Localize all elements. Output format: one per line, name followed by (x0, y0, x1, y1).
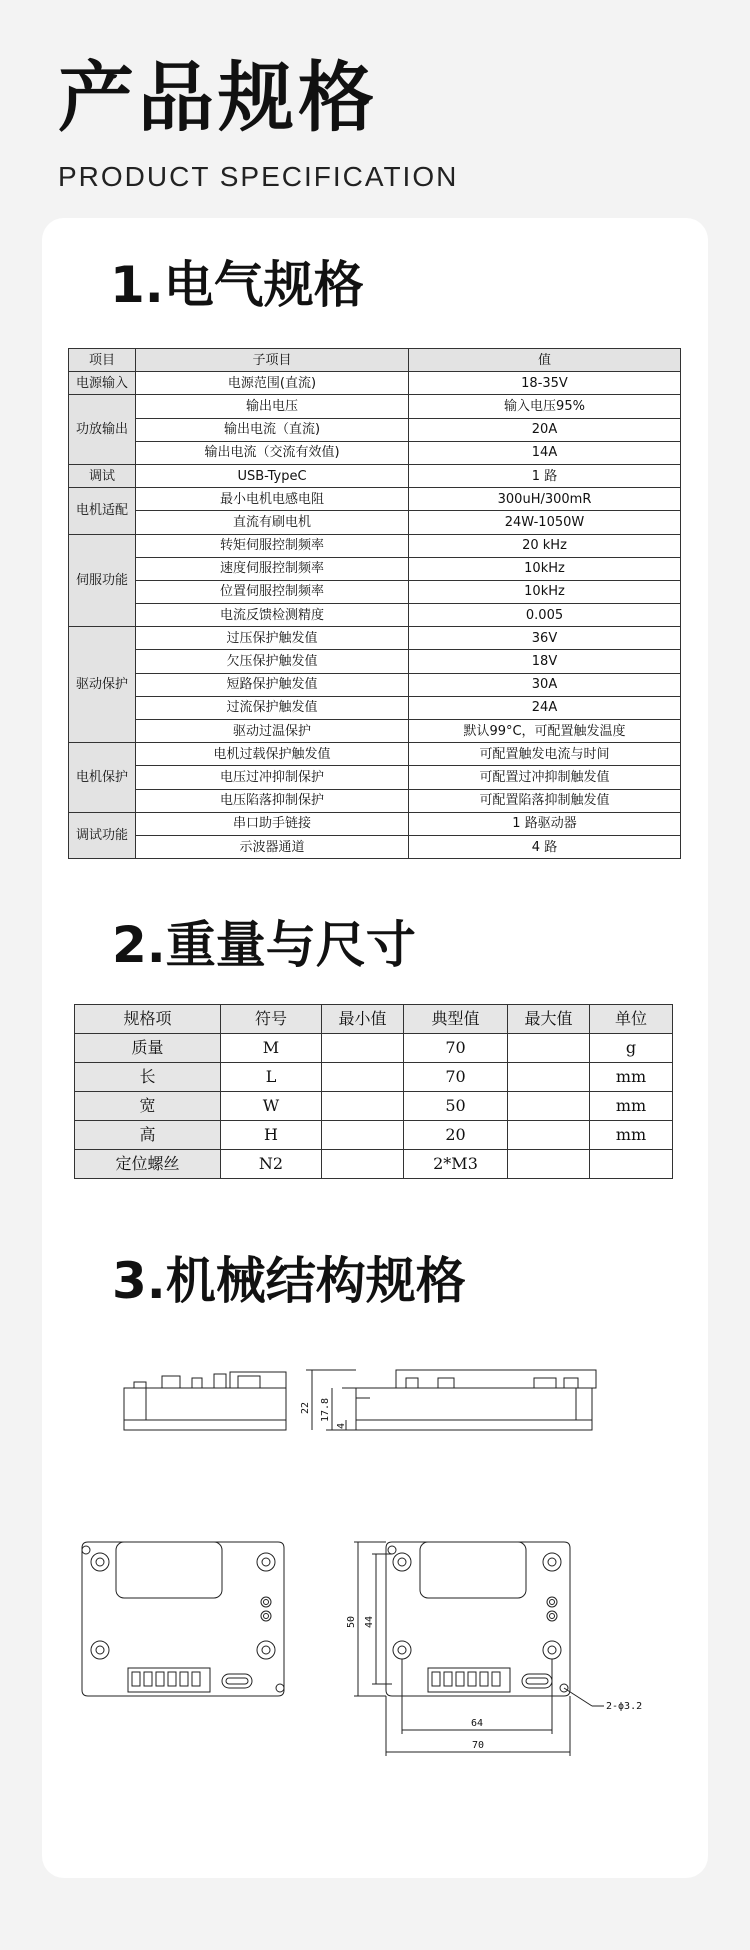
spec-subitem: 输出电流（交流有效值) (136, 441, 409, 464)
dim-height-total: 22 (300, 1401, 311, 1415)
spec-subitem: 过流保护触发值 (136, 696, 409, 719)
dim-width-inner: 44 (364, 1615, 375, 1629)
table-row (69, 812, 681, 835)
spec-value: 10kHz (409, 557, 681, 580)
dimension-cell (508, 1092, 590, 1121)
electrical-spec-table (68, 348, 681, 859)
spec-value: 可配置触发电流与时间 (409, 743, 681, 766)
dimensions-table (74, 1004, 673, 1179)
table-header: 符号 (221, 1005, 322, 1034)
dimension-cell: M (221, 1034, 322, 1063)
spec-subitem: 转矩伺服控制频率 (136, 534, 409, 557)
table-row (75, 1063, 673, 1092)
page-subtitle: PRODUCT SPECIFICATION (58, 161, 459, 192)
dimension-cell (508, 1150, 590, 1179)
page-title: 产品规格 (58, 53, 378, 142)
table-row (75, 1092, 673, 1121)
spec-value: 1 路 (409, 464, 681, 487)
dimension-cell: N2 (221, 1150, 322, 1179)
dimension-item: 宽 (75, 1092, 221, 1121)
dimension-cell (322, 1150, 404, 1179)
top-view-right (342, 1534, 712, 1774)
dim-height-board: 17.8 (320, 1397, 331, 1423)
spec-value: 300uH/300mR (409, 488, 681, 511)
table-row (69, 627, 681, 650)
dimension-cell: mm (590, 1121, 673, 1150)
table-row (69, 372, 681, 395)
table-header: 单位 (590, 1005, 673, 1034)
spec-value: 24A (409, 696, 681, 719)
table-row (69, 580, 681, 603)
table-header: 值 (409, 349, 681, 372)
dimension-cell: g (590, 1034, 673, 1063)
spec-subitem: 速度伺服控制频率 (136, 557, 409, 580)
dimension-cell: W (221, 1092, 322, 1121)
spec-card (42, 218, 708, 1878)
table-row (69, 789, 681, 812)
section-electrical-title: 1.电气规格 (110, 256, 364, 314)
dim-length-inner: 64 (470, 1718, 484, 1729)
spec-category: 电源输入 (69, 372, 136, 395)
spec-subitem: 最小电机电感电阻 (136, 488, 409, 511)
spec-category: 驱动保护 (69, 627, 136, 743)
spec-subitem: 电源范围(直流) (136, 372, 409, 395)
spec-subitem: 欠压保护触发值 (136, 650, 409, 673)
dim-width-outer: 50 (346, 1615, 357, 1629)
table-row (69, 441, 681, 464)
side-view-left (122, 1368, 292, 1448)
side-view-right (286, 1368, 606, 1458)
spec-subitem: 过压保护触发值 (136, 627, 409, 650)
table-row (69, 511, 681, 534)
table-row (69, 673, 681, 696)
spec-subitem: 电流反馈检测精度 (136, 604, 409, 627)
table-row (69, 766, 681, 789)
spec-category: 调试 (69, 464, 136, 487)
table-header: 最大值 (508, 1005, 590, 1034)
spec-value: 30A (409, 673, 681, 696)
table-row (69, 743, 681, 766)
spec-value: 14A (409, 441, 681, 464)
dimension-cell: H (221, 1121, 322, 1150)
section-mechanical-title: 3.机械结构规格 (112, 1252, 466, 1310)
dimension-cell (322, 1121, 404, 1150)
spec-value: 默认99°C，可配置触发温度 (409, 720, 681, 743)
spec-subitem: 电压陷落抑制保护 (136, 789, 409, 812)
spec-value: 输入电压95% (409, 395, 681, 418)
dimension-item: 质量 (75, 1034, 221, 1063)
spec-value: 18V (409, 650, 681, 673)
dimension-cell (508, 1034, 590, 1063)
table-row (69, 464, 681, 487)
table-row (75, 1121, 673, 1150)
spec-value: 10kHz (409, 580, 681, 603)
table-row (69, 835, 681, 858)
spec-category: 伺服功能 (69, 534, 136, 627)
dim-hole-spec: 2-ϕ3.2 (606, 1701, 643, 1712)
spec-subitem: 输出电流（直流) (136, 418, 409, 441)
dimension-item: 长 (75, 1063, 221, 1092)
table-row (75, 1034, 673, 1063)
table-row (69, 604, 681, 627)
dimension-cell: 50 (404, 1092, 508, 1121)
table-header-row (75, 1005, 673, 1034)
top-view-left (78, 1540, 298, 1710)
table-row (69, 488, 681, 511)
spec-subitem: 电机过载保护触发值 (136, 743, 409, 766)
section-dimensions-title: 2.重量与尺寸 (112, 916, 416, 974)
spec-subitem: 短路保护触发值 (136, 673, 409, 696)
spec-category: 调试功能 (69, 812, 136, 858)
dimension-cell: mm (590, 1063, 673, 1092)
dimension-item: 定位螺丝 (75, 1150, 221, 1179)
spec-value: 36V (409, 627, 681, 650)
dimension-cell: 70 (404, 1063, 508, 1092)
spec-category: 电机适配 (69, 488, 136, 534)
spec-subitem: 电压过冲抑制保护 (136, 766, 409, 789)
table-row (69, 418, 681, 441)
table-header: 规格项 (75, 1005, 221, 1034)
spec-subitem: 输出电压 (136, 395, 409, 418)
table-row (69, 395, 681, 418)
spec-value: 20A (409, 418, 681, 441)
table-header: 最小值 (322, 1005, 404, 1034)
spec-value: 0.005 (409, 604, 681, 627)
spec-subitem: 直流有刷电机 (136, 511, 409, 534)
spec-value: 可配置过冲抑制触发值 (409, 766, 681, 789)
table-row (69, 720, 681, 743)
spec-category: 功放输出 (69, 395, 136, 465)
spec-value: 1 路驱动器 (409, 812, 681, 835)
dimension-cell: 70 (404, 1034, 508, 1063)
dimension-cell (508, 1063, 590, 1092)
table-row (69, 534, 681, 557)
dim-height-small: 4 (336, 1422, 347, 1430)
table-header: 典型值 (404, 1005, 508, 1034)
dimension-cell (322, 1092, 404, 1121)
dimension-item: 高 (75, 1121, 221, 1150)
dimension-cell: mm (590, 1092, 673, 1121)
spec-value: 4 路 (409, 835, 681, 858)
spec-subitem: 示波器通道 (136, 835, 409, 858)
spec-category: 电机保护 (69, 743, 136, 813)
spec-value: 20 kHz (409, 534, 681, 557)
spec-value: 18-35V (409, 372, 681, 395)
table-header: 项目 (69, 349, 136, 372)
dimension-cell (322, 1034, 404, 1063)
table-row (69, 696, 681, 719)
spec-subitem: 串口助手链接 (136, 812, 409, 835)
table-row (69, 557, 681, 580)
dimension-cell (590, 1150, 673, 1179)
table-row (75, 1150, 673, 1179)
dim-length-outer: 70 (471, 1740, 485, 1751)
spec-subitem: 驱动过温保护 (136, 720, 409, 743)
dimension-cell: 2*M3 (404, 1150, 508, 1179)
table-row (69, 650, 681, 673)
spec-value: 24W-1050W (409, 511, 681, 534)
dimension-cell (508, 1121, 590, 1150)
table-header: 子项目 (136, 349, 409, 372)
spec-subitem: 位置伺服控制频率 (136, 580, 409, 603)
dimension-cell: 20 (404, 1121, 508, 1150)
dimension-cell: L (221, 1063, 322, 1092)
spec-subitem: USB-TypeC (136, 464, 409, 487)
dimension-cell (322, 1063, 404, 1092)
spec-value: 可配置陷落抑制触发值 (409, 789, 681, 812)
